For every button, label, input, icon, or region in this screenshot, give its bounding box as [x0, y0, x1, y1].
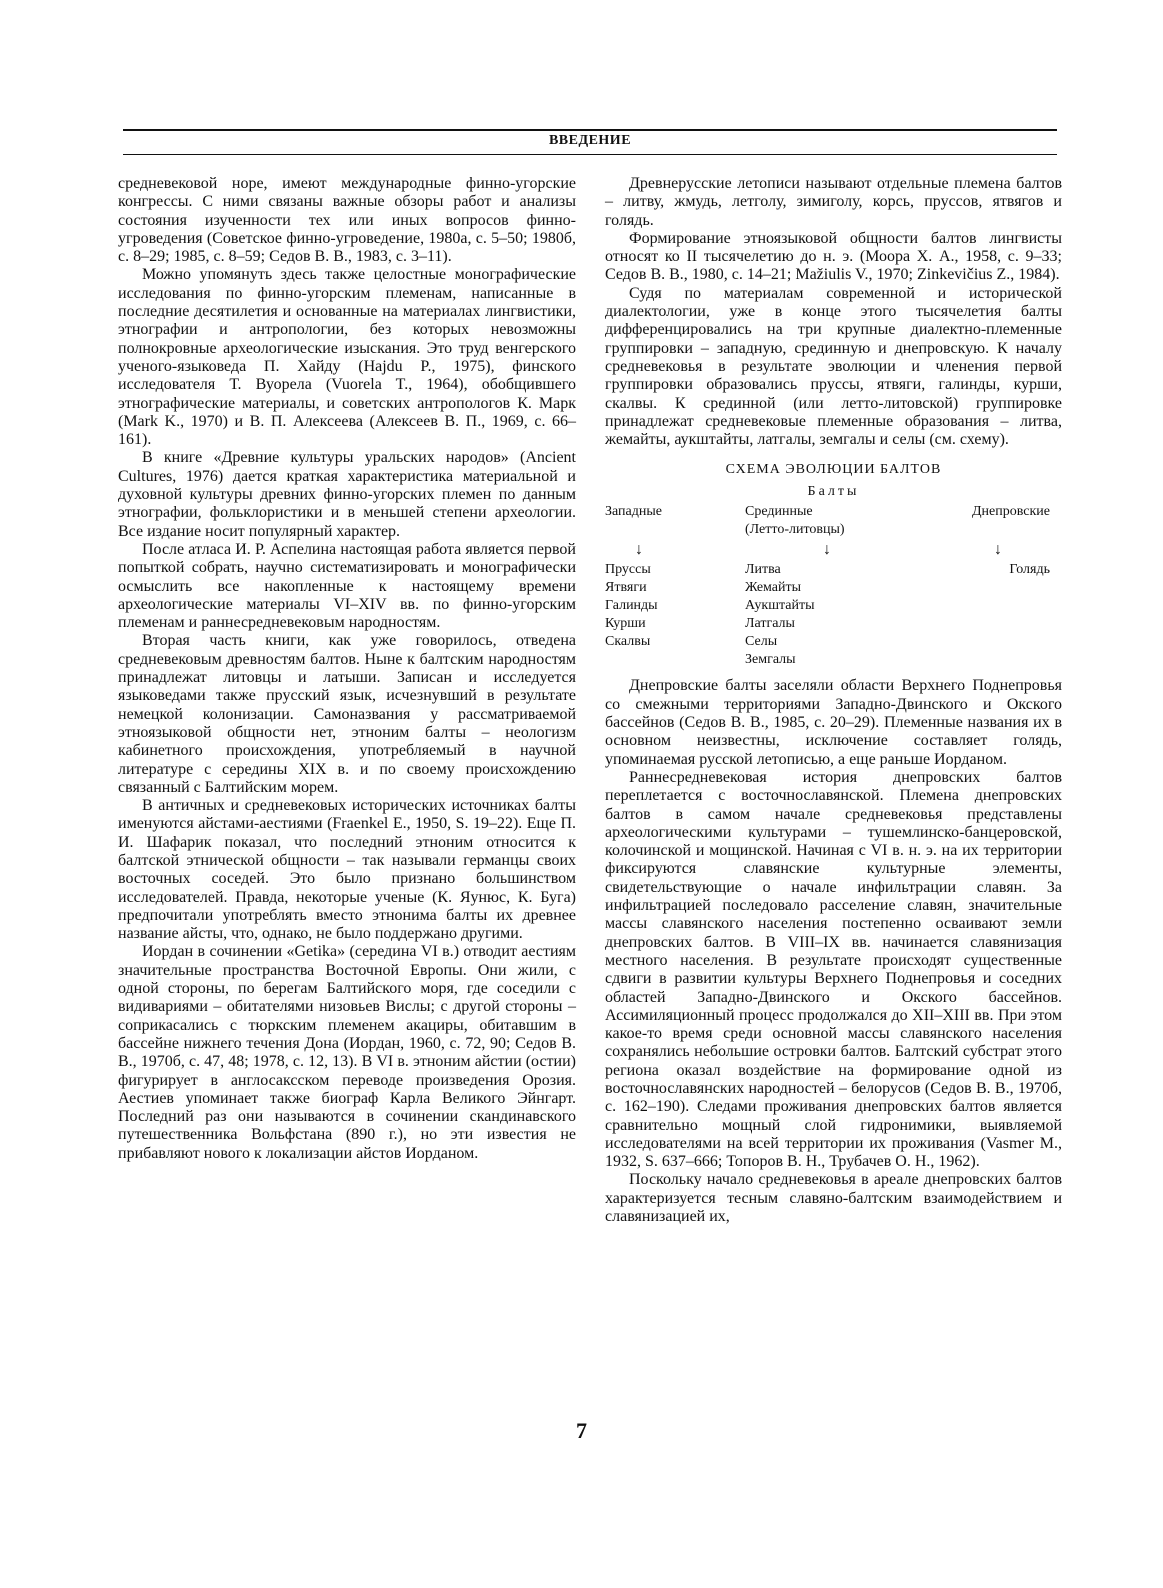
tribe-item: Пруссы — [605, 562, 651, 578]
arrow-down-icon: ↓ — [823, 541, 831, 559]
right-column — [605, 175, 1062, 1226]
tribe-item: Курши — [605, 616, 646, 632]
paragraph: Формирование этноязыковой общности балтов лингвисты относят ко II тысячелетию до н. э. (Моора Х. А., 1958, с. 9–33; Седов В. В., 1980, с. 14–21; Mažiulis V., 1970; Zinkevičius Z., 1984). — [605, 229, 1062, 284]
western-tribes-list — [605, 561, 745, 669]
left-column — [118, 175, 576, 1163]
paragraph: Можно упомянуть здесь также целостные монографические исследования по финно-угорским племенам, написанные в последние десятилетия и основанные на материалах лингвистики, этнографии и антропологии, без которых невозможны полнокровные археологические изыскания. Это труд венгерского ученого-языковеда П. Хайду (Hajdu P., 1975), финского исследователя Т. Вуорела (Vuorela T., 1964), обобщившего этнографические материалы, и советских антропологов К. Марк (Mark K., 1970) и В. П. Алексеева (Алексеев В. П., 1969, с. 66–161). — [118, 266, 576, 449]
scheme-title: СХЕМА ЭВОЛЮЦИИ БАЛТОВ — [725, 462, 942, 478]
paragraph: После атласа И. Р. Аспелина настоящая работа является первой попыткой собрать, научно систематизировать и монографически осмыслить все накопленные к настоящему времени археологические материалы VI–XIV вв. по финно-угорским племенам и раннесредневековым народностям. — [118, 540, 576, 632]
branch-western-label: Западные — [605, 504, 662, 520]
paragraph: Иордан в сочинении «Getika» (середина VI в.) отводит аестиям значительные пространства Восточной Европы. Они жили, с одной стороны, по берегам Балтийского моря, где соседили с видивариями – обитателями низовьев Вислы; с другой стороны – соприкасались с тюркским племенем акациры, обитавшим в бассейне нижнего течения Дона (Иордан, 1960, с. 72, 90; Седов В. В., 1970б, с. 47, 48; 1978, с. 12, 13). В VI в. этноним айстии (остии) фигурирует в англосаксском переводе произведения Орозия. Аестиев упоминает также биограф Карла Великого Эйнгарт. Последний раз они называются в сочинении скандинавского путешественника Вольфстана (890 г.), но эти известия не прибавляют нового к локализации айстов Иорданом. — [118, 943, 576, 1162]
branch-dnieper-label: Днепровские — [972, 504, 1050, 520]
paragraph: средневековой норе, имеют международные финно-угорские конгрессы. С ними связаны важные обзоры работ и анализы состояния изученности тех или иных вопросов финно-угроведения (Советское финно-угроведение, 1980а, с. 5–50; 1980б, с. 8–29; 1985, с. 8–59; Седов В. В., 1983, с. 3–11). — [118, 175, 576, 266]
paragraph: В античных и средневековых исторических источниках балты именуются айстами-аестиями (Fraenkel E., 1950, S. 19–22). Еще П. И. Шафарик показал, что последний этноним относится к балтской этнической общности – так называли германцы своих восточных соседей. Это было признано большинством исследователей. Правда, некоторые ученые (К. Яунюс, К. Буга) предпочитали употреблять вместо этнонима балты их древнее название айсты, что, однако, не было поддержано другими. — [118, 797, 576, 943]
baltic-evolution-scheme — [605, 461, 1062, 669]
scheme-branch-labels — [605, 503, 1062, 539]
tribe-item: Галинды — [605, 598, 658, 614]
tribe-item: Латгалы — [745, 616, 795, 632]
scheme-arrows — [605, 539, 1062, 561]
paragraph: Раннесредневековая история днепровских балтов переплетается с восточнославянской. Племена днепровских балтов в самом начале средневековья представлены археологическими культурами – тушемлинско-банцеровской, колочинской и мощинской. Начиная с VI в. н. э. на их территории фиксируются славянские культурные элементы, свидетельствующие о начале инфильтрации славян. За инфильтрацией последовало расселение славян, значительные массы славянского населения постепенно осваивают земли днепровских балтов. В VIII–IX вв. начинается славянизация местного населения. В результате происходят существенные сдвиги в развитии культуры Верхнего Поднепровья и соседних областей Западно-Двинского и Окского бассейнов. Ассимиляционный процесс продолжался до XII–XIII вв. При этом какое-то время среди основной массы славянского населения сохранялись небольшие островки балтов. Балтский субстрат этого региона оказал воздействие на формирование одной из восточнославянских народностей – белорусов (Седов В. В., 1970б, с. 162–190). Следами проживания днепровских балтов является сравнительно мощный слой гидронимики, выявляемой исследователями на всей территории их проживания (Vasmer M., 1932, S. 637–666; Топоров В. Н., Трубачев О. Н., 1962). — [605, 768, 1062, 1171]
header-rule-top — [123, 129, 1057, 131]
dnieper-tribes-list — [945, 561, 1062, 669]
paragraph: В книге «Древние культуры уральских народов» (Ancient Cultures, 1976) дается краткая характеристика материальной и духовной культуры древних финно-угорских племен по данным этнографии, фольклористики и в меньшей степени археологии. Все издание носит популярный характер. — [118, 449, 576, 540]
paragraph: Древнерусские летописи называют отдельные племена балтов – литву, жмудь, летголу, зимиголу, корсь, пруссов, ятвягов и голядь. — [605, 175, 1062, 229]
paragraph: Днепровские балты заселяли области Верхнего Поднепровья со смежными территориями Западно-Двинского и Окского бассейнов (Седов В. В., 1985, с. 20–29). Племенные названия их в основном неизвестны, исключение составляет голядь, упоминаемая русской летописью, а еще раньше Иорданом. — [605, 677, 1062, 768]
page-number: 7 — [576, 1418, 587, 1443]
central-tribes-list — [745, 561, 945, 669]
paragraph: Поскольку начало средневековья в ареале днепровских балтов характеризуется тесным славяно-балтским взаимодействием и славянизацией их, — [605, 1171, 1062, 1226]
tribe-item: Скалвы — [605, 634, 651, 650]
arrow-down-icon: ↓ — [994, 541, 1002, 559]
tribe-item: Земгалы — [745, 652, 796, 668]
tribe-item: Литва — [745, 562, 781, 578]
paragraph: Вторая часть книги, как уже говорилось, отведена средневековым древностям балтов. Ныне к балтским народностям принадлежат литовцы и латыши. Записан и исследуется языковедами также прусский язык, исчезнувший в результате немецкой колонизации. Самоназвания у рассматриваемой этноязыковой общности нет, этноним балты – неологизм кабинетного происхождения, употребляемый в научной литературе с середины XIX в. и по своему происхождению связанный с Балтийским морем. — [118, 632, 576, 796]
header-rule-bottom — [123, 154, 1057, 155]
tribe-item: Селы — [745, 634, 778, 650]
tribe-item: Жемайты — [745, 580, 802, 596]
arrow-down-icon: ↓ — [635, 541, 643, 559]
scheme-root-label: Балты — [807, 484, 860, 500]
branch-central-title: Срединные — [745, 504, 813, 520]
running-header: ВВЕДЕНИЕ — [548, 133, 632, 148]
branch-central-sublabel: (Летто-литовцы) — [745, 522, 845, 538]
tribe-item: Голядь — [1009, 562, 1050, 578]
paragraph: Судя по материалам современной и исторической диалектологии, уже в конце этого тысячелетия балты дифференцировались на три крупные диалектно-племенные группировки – западную, срединную и днепровскую. К началу средневековья в результате эволюции и членения первой группировки образовались пруссы, ятвяги, галинды, курши, скалвы. К срединной (или летто-литовской) группировке принадлежат средневековые племенные образования – литва, жемайты, аукштайты, латгалы, земгалы и селы (см. схему). — [605, 284, 1062, 449]
branch-central-label — [745, 503, 945, 539]
tribe-item: Ятвяги — [605, 580, 647, 596]
tribe-item: Аукштайты — [745, 598, 815, 614]
scheme-tribe-lists — [605, 561, 1062, 669]
